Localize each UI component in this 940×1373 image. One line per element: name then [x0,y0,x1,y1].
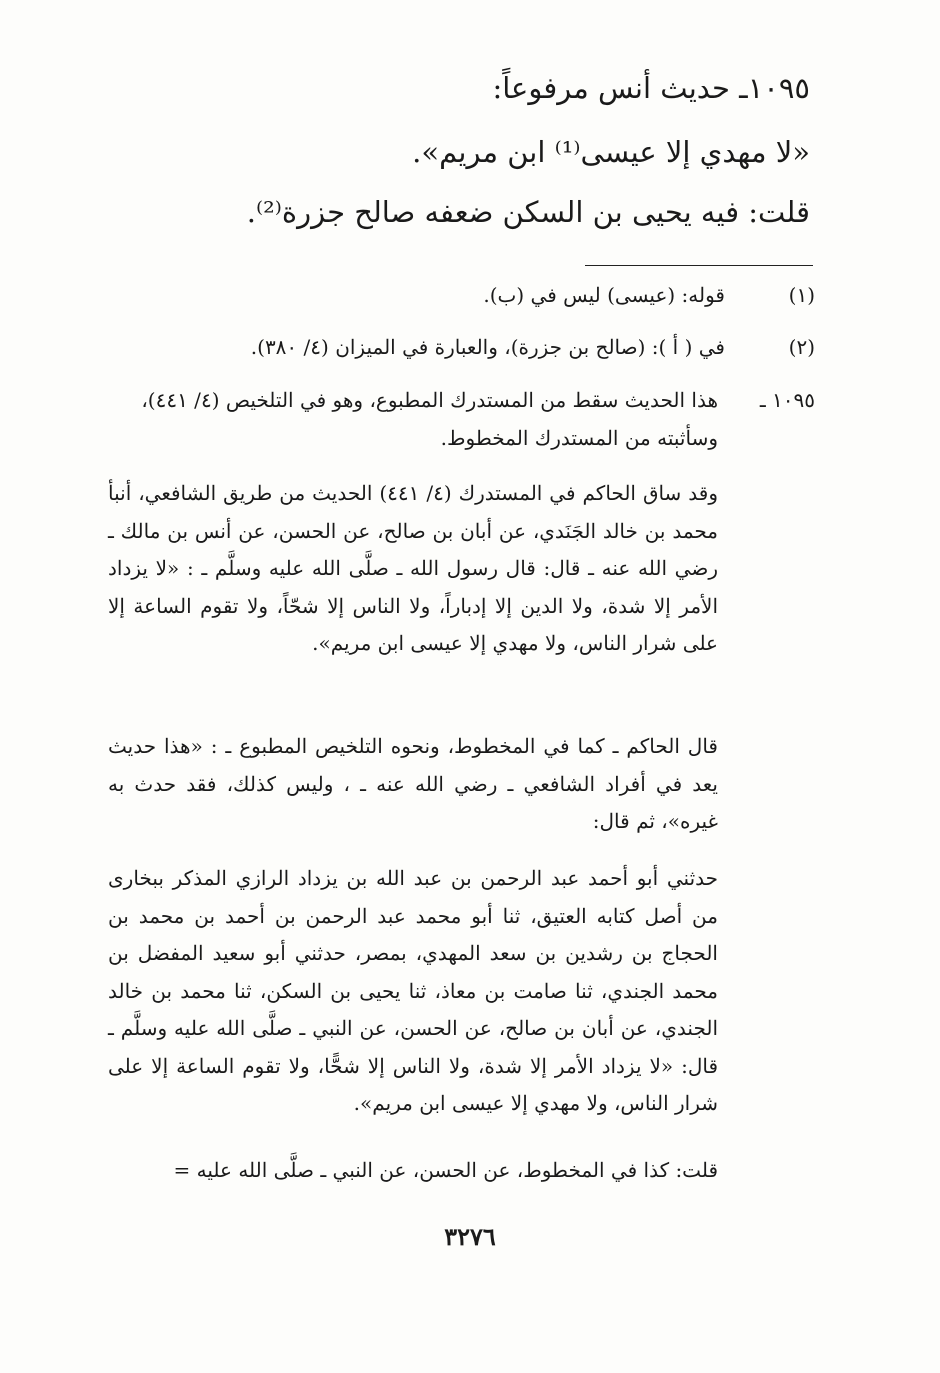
note-paragraph-text: وقد ساق الحاكم في المستدرك (٤/ ٤٤١) الحديث من طريق الشافعي، أنبأ محمد بن خالد الجَنَدي، عن أبان بن صالح، عن الحسن، عن أنس بن مالك ـ رضي الله عنه ـ قال: قال رسول الله ـ صلَّى الله عليه وسلَّم ـ : «لا يزداد الأمر إلا شدة، ولا الدين إلا إدباراً، ولا الناس إلا شحّاً، ولا تقوم الساعة إلا على شرار الناس، ولا مهدي إلا عيسى ابن مريم». [108,481,718,655]
footnote-separator [585,265,813,266]
author-comment [247,192,810,232]
page-number-text: ٣٢٧٦ [444,1222,496,1251]
page-number [0,1222,940,1251]
note-paragraph-text: قال الحاكم ـ كما في المخطوط، ونحوه التلخيص المطبوع ـ : «هذا حديث يعد في أفراد الشافعي ـ رضي الله عنه ـ ، وليس كذلك، فقد حدث به غيره»، ثم قال: [108,734,718,833]
footnote-1 [125,280,815,312]
footnote-text: قوله: (عيسى) ليس في (ب). [483,283,725,307]
note-paragraph-text: قلت: كذا في المخطوط، عن الحسن، عن النبي ـ صلَّى الله عليه = [173,1158,718,1182]
footnote-2 [125,332,815,364]
author-comment-line: قلت: فيه يحيى بن السكن ضعفه صالح جزرة⁽²⁾. [246,195,810,229]
hadith-heading [492,68,810,108]
footnote-number: (١) [788,283,815,307]
note-para-1-line-2 [441,420,718,458]
hadith-text [412,132,810,172]
note-para-1-line-1 [141,382,718,420]
note-paragraph-2 [108,475,718,663]
note-line-text: هذا الحديث سقط من المستدرك المطبوع، وهو في التلخيص (٤/ ٤٤١)، [141,388,718,412]
note-paragraph-5 [174,1152,718,1190]
note-paragraph-4 [108,860,718,1123]
hadith-text-line: «لا مهدي إلا عيسى⁽¹⁾ ابن مريم». [412,135,810,169]
note-paragraph-text: حدثني أبو أحمد عبد الرحمن بن عبد الله بن يزداد الرازي المذكر ببخارى من أصل كتابه العتيق، ثنا أبو محمد عبد الرحمن بن أحمد بن محمد بن الحجاج بن رشدين بن سعد المهدي، بمصر، حدثني أبو سعيد المفضل بن محمد الجندي، ثنا صامت بن معاذ، ثنا يحيى بن السكن، ثنا محمد بن خالد الجندي، عن أبان بن صالح، عن الحسن، عن النبي ـ صلَّى الله عليه وسلَّم ـ قال: «لا يزداد الأمر إلا شدة، ولا الناس إلا شحًّا، ولا تقوم الساعة إلا على شرار الناس، ولا مهدي إلا عيسى ابن مريم». [108,866,718,1115]
note-line-text: وسأثبته من المستدرك المخطوط. [440,426,718,450]
footnote-text: في ( أ ): (صالح بن جزرة)، والعبارة في الميزان (٤/ ٣٨٠). [250,335,725,359]
footnote-number: (٢) [788,335,815,359]
note-number-text: ١٠٩٥ ـ [759,388,815,412]
note-number [760,382,815,420]
hadith-heading-text: ١٠٩٥ـ حديث أنس مرفوعاً: [492,71,810,105]
note-paragraph-3 [108,728,718,841]
